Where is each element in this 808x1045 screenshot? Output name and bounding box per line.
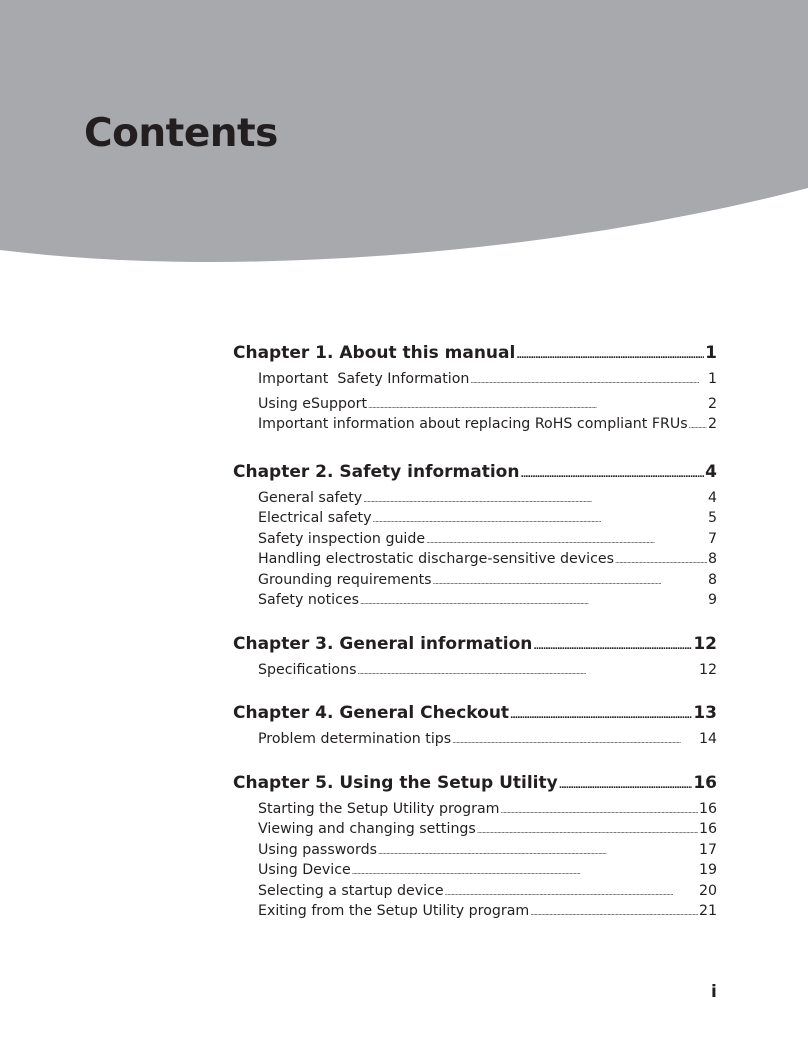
section-title: Handling electrostatic discharge-sensitive devices (258, 551, 615, 567)
dot-leader (352, 862, 698, 883)
dot-leader (452, 731, 698, 752)
chapter-title: Chapter 4. General Checkout (233, 703, 510, 723)
page-title: Contents (84, 111, 278, 156)
chapter-title: Chapter 1. About this manual (233, 343, 516, 363)
toc-section-entry[interactable] (233, 881, 717, 902)
toc-section-entry[interactable] (233, 394, 717, 415)
section-title: Important information about replacing RoHS compliant FRUs (258, 416, 688, 432)
dot-leader (533, 634, 692, 661)
section-page: 7 (707, 530, 717, 547)
section-title: Safety inspection guide (258, 530, 426, 547)
section-title: Exiting from the Setup Utility program (258, 903, 530, 919)
chapter-page: 16 (693, 772, 717, 793)
chapter-title: Chapter 5. Using the Setup Utility (233, 772, 558, 793)
toc-section-entry[interactable] (233, 819, 717, 840)
section-page: 16 (698, 821, 717, 837)
section-title: Viewing and changing settings (258, 821, 476, 837)
toc-chapter-entry[interactable] (233, 459, 717, 486)
section-page: 12 (698, 661, 717, 678)
toc-section-entry[interactable] (233, 860, 717, 881)
section-page: 16 (698, 800, 717, 817)
toc-section-entry[interactable] (233, 414, 717, 435)
toc-section-entry[interactable] (233, 799, 717, 820)
section-page: 17 (698, 841, 717, 858)
dot-leader (559, 773, 693, 800)
section-title: Using passwords (258, 841, 377, 858)
section-page: 8 (707, 551, 717, 567)
section-title: Specifications (258, 661, 357, 678)
toc-section-entry[interactable] (233, 660, 717, 681)
section-page: 5 (707, 510, 717, 526)
section-page: 2 (707, 416, 717, 432)
toc-chapter-entry[interactable] (233, 340, 717, 367)
toc-chapter-4 (233, 700, 717, 750)
section-title: Using Device (258, 862, 351, 878)
dot-leader (445, 883, 698, 904)
section-page: 20 (698, 882, 717, 899)
chapter-page: 4 (705, 461, 717, 482)
toc-chapter-1 (233, 340, 717, 435)
chapter-page: 13 (693, 703, 717, 723)
toc-section-entry[interactable] (233, 570, 717, 591)
section-page: 14 (698, 731, 717, 747)
dot-leader (357, 662, 697, 683)
dot-leader (433, 572, 707, 593)
section-title: Safety notices (258, 592, 359, 608)
dot-leader (373, 510, 707, 531)
toc-chapter-entry[interactable] (233, 631, 717, 658)
dot-leader (510, 703, 692, 730)
toc-section-entry[interactable] (233, 901, 717, 922)
chapter-title: Chapter 3. General information (233, 633, 533, 654)
toc-chapter-entry[interactable] (233, 700, 717, 727)
section-page: 8 (707, 571, 717, 588)
section-title: Important Safety Information (258, 371, 470, 387)
dot-leader (520, 462, 704, 489)
toc-section-entry[interactable] (233, 508, 717, 529)
toc-chapter-5 (233, 770, 717, 922)
toc-section-entry[interactable] (233, 488, 717, 509)
section-page: 1 (707, 371, 717, 387)
section-title: Using eSupport (258, 395, 368, 412)
dot-leader (363, 490, 707, 511)
dot-leader (615, 551, 707, 572)
toc-section-entry[interactable] (233, 729, 717, 750)
toc-section-entry[interactable] (233, 590, 717, 611)
toc-section-entry[interactable] (233, 529, 717, 550)
table-of-contents (233, 340, 717, 942)
dot-leader (368, 396, 707, 417)
dot-leader (501, 801, 698, 822)
dot-leader (470, 371, 707, 392)
dot-leader (378, 842, 698, 863)
dot-leader (426, 531, 707, 552)
dot-leader (516, 343, 704, 370)
section-title: Problem determination tips (258, 731, 452, 747)
page-number: i (711, 982, 717, 1002)
section-title: Starting the Setup Utility program (258, 800, 500, 817)
dot-leader (360, 592, 707, 613)
toc-section-entry[interactable] (233, 369, 717, 390)
toc-chapter-2 (233, 459, 717, 611)
dot-leader (530, 903, 698, 924)
section-page: 9 (707, 592, 717, 608)
section-page: 19 (698, 862, 717, 878)
section-title: Electrical safety (258, 510, 372, 526)
toc-section-entry[interactable] (233, 840, 717, 861)
section-title: Selecting a startup device (258, 882, 444, 899)
chapter-title: Chapter 2. Safety information (233, 461, 520, 482)
chapter-page: 1 (705, 343, 717, 363)
section-page: 2 (707, 395, 717, 412)
toc-chapter-entry[interactable] (233, 770, 717, 797)
section-page: 21 (698, 903, 717, 919)
dot-leader (689, 416, 707, 437)
chapter-page: 12 (693, 633, 717, 654)
section-title: Grounding requirements (258, 571, 432, 588)
section-title: General safety (258, 489, 363, 506)
toc-chapter-3 (233, 631, 717, 681)
section-page: 4 (707, 489, 717, 506)
toc-section-entry[interactable] (233, 549, 717, 570)
dot-leader (477, 821, 698, 842)
